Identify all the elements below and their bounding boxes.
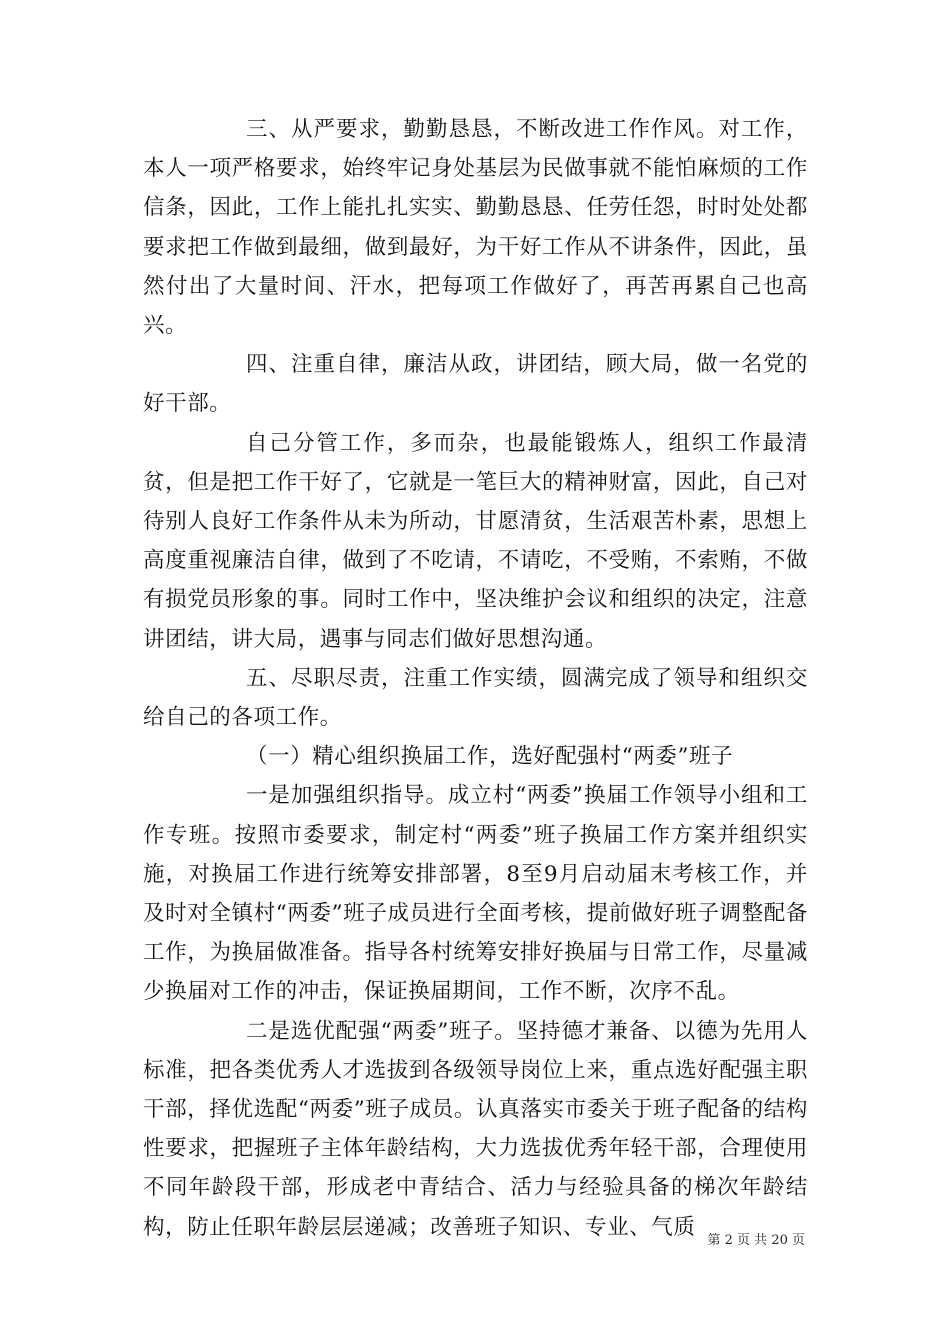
paragraph-self-discipline-heading: 四、注重自律，廉洁从政，讲团结，顾大局，做一名党的好干部。 (143, 352, 808, 417)
paragraph-guidance: 一是加强组织指导。成立村“两委”换届工作领导小组和工作专班。按照市委要求，制定村“两委”班子换届工作方案并组织实施，对换届工作进行统筹安排部署，8至9月启动届末考核工作，并及时对全镇村“两委”班子成员进行全面考核，提前做好班子调整配备工作，为换届做准备。指导各村统筹安排好换届与日常工作，尽量减少换届对工作的冲击，保证换届期间，工作不断，次序不乱。 (143, 783, 808, 1005)
paragraph-duties-heading: 五、尽职尽责，注重工作实绩，圆满完成了领导和组织交给自己的各项工作。 (143, 665, 808, 731)
paragraph-self-discipline-body: 自己分管工作，多而杂，也最能锻炼人，组织工作最清贫，但是把工作干好了，它就是一笔巨大的精神财富，因此，自己对待别人良好工作条件从未为所动，甘愿清贫，生活艰苦朴素，思想上高度重视廉洁自律，做到了不吃请，不请吃，不受贿，不索贿，不做有损党员形象的事。同时工作中，坚决维护会议和组织的决定，注意讲团结，讲大局，遇事与同志们做好思想沟通。 (143, 430, 808, 652)
document-body (143, 110, 808, 1247)
paragraph-work-style: 三、从严要求，勤勤恳恳，不断改进工作作风。对工作，本人一项严格要求，始终牢记身处基层为民做事就不能怕麻烦的工作信条，因此，工作上能扎扎实实、勤勤恳恳、任劳任怨，时时处处都要求把工作做到最细，做到最好，为干好工作从不讲条件，因此，虽然付出了大量时间、汗水，把每项工作做好了，再苦再累自己也高兴。 (143, 117, 808, 339)
page-number-footer: 第 2 页 共 20 页 (707, 1233, 805, 1248)
paragraph-subheading-election: （一）精心组织换届工作，选好配强村“两委”班子 (246, 744, 734, 770)
paragraph-team-selection: 二是选优配强“两委”班子。坚持德才兼备、以德为先用人标准，把各类优秀人才选拔到各级领导岗位上来，重点选好配强主职干部，择优选配“两委”班子成员。认真落实市委关于班子配备的结构性要求，把握班子主体年龄结构，大力选拔优秀年轻干部，合理使用不同年龄段干部，形成老中青结合、活力与经验具备的梯次年龄结构，防止任职年龄层层递减；改善班子知识、专业、气质 (143, 1018, 808, 1240)
